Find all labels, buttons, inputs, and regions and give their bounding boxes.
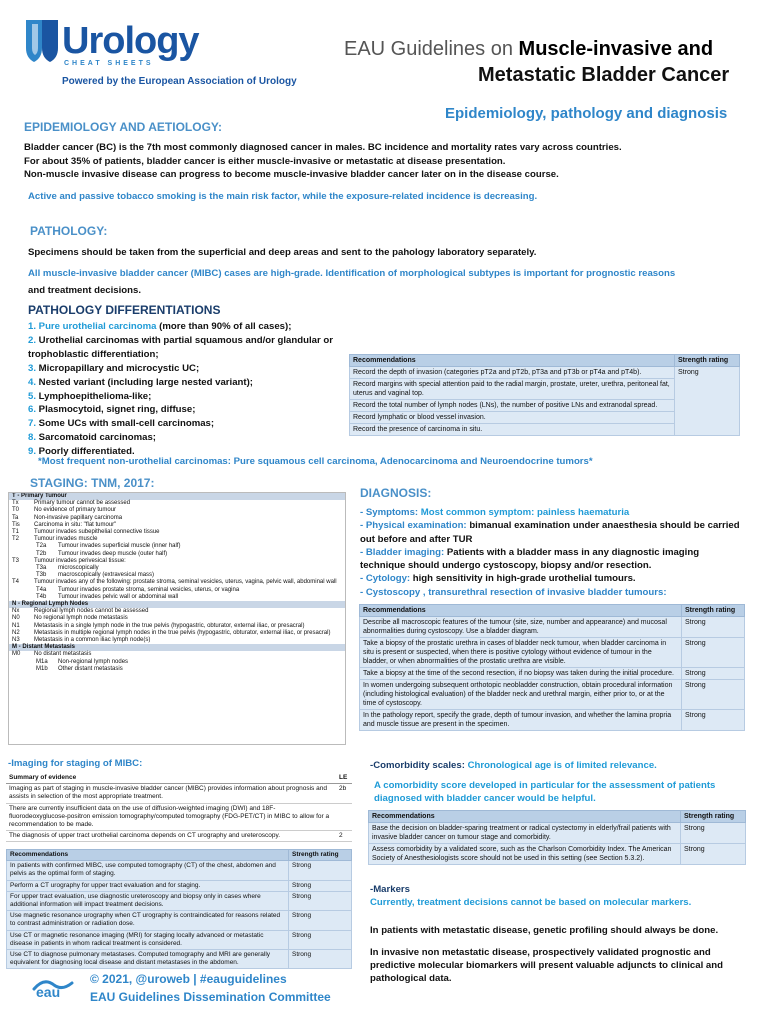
strength-cell: Strong (682, 710, 745, 731)
diff-extra: (more than 90% of all cases); (156, 321, 292, 332)
table-header-strength: Strength rating (675, 355, 740, 367)
tnm-row (9, 551, 345, 558)
pathology-footnote: *Most frequent non-urothelial carcinomas: Pure squamous cell carcinoma, Adenocarcinoma and Neuroendocrine tumors* (38, 456, 593, 467)
evidence-cell: There are currently insufficient data on the use of diffusion-weighted imaging (DWI) and 18F-fluorodeoxyglucose-positron emission tomography/computed tomography (FDG-PET/CT) in MIBC to allow for a recommendation to be made. (6, 803, 336, 831)
tnm-row (9, 572, 345, 579)
tnm-desc: Tumour invades muscle (34, 536, 98, 543)
diff-number: 1. (28, 321, 39, 332)
le-cell (336, 803, 352, 831)
footer-copyright: © 2021, @uroweb | #eauguidelines (90, 972, 287, 986)
pathology-diff-heading: PATHOLOGY DIFFERENTIATIONS (28, 303, 221, 317)
smoking-risk: Active and passive tobacco smoking is the main risk factor, while the exposure-related incidence is decreasing. (28, 191, 538, 202)
logo-wordmark: Urology (62, 20, 199, 62)
table-header-recommendations: Recommendations (360, 605, 682, 617)
diff-number: 2. (28, 334, 39, 346)
tnm-code: T4a (36, 586, 47, 593)
tnm-t-header: T - Primary Tumour (9, 493, 345, 500)
markers-p2: In invasive non metastatic disease, prospectively validated prognostic and predictive molecular biomarkers will present valuable adjuncts to clinical and pathological data. (370, 947, 723, 984)
recommendation-cell: In women undergoing subsequent orthotopic neobladder construction, obtain procedural information (including histological evaluation) of the bladder neck and urethral margin, either prior to, or at the time of cystoscopy. (360, 680, 682, 710)
diff-text: Sarcomatoid carcinomas; (38, 432, 156, 444)
tnm-desc: Carcinoma in situ: "flat tumour" (34, 521, 117, 528)
diff-text: Plasmocytoid, signet ring, diffuse; (38, 404, 196, 416)
tnm-m-header: M - Distant Metastasis (9, 644, 345, 651)
strength-cell: Strong (289, 930, 352, 949)
tnm-code: Tx (12, 500, 19, 507)
tnm-code: Tis (12, 521, 20, 528)
powered-by: Powered by the European Association of Urology (62, 76, 297, 87)
page-subtitle: Epidemiology, pathology and diagnosis (445, 105, 728, 122)
diff-number: 6. (28, 404, 39, 416)
tnm-row (9, 587, 345, 594)
recommendation-cell: Base the decision on bladder-sparing treatment or radical cystectomy in elderly/frail patients with invasive bladder cancer on tumour stage and comorbidity. (369, 823, 681, 844)
pathology-p1: Specimens should be taken from the superficial and deep areas and sent to the pahology laboratory separately. (28, 247, 537, 258)
tnm-desc: Other distant metastasis (58, 665, 123, 672)
tnm-desc: Tumour invades perivesical tissue: (34, 557, 126, 564)
markers-p1: In patients with metastatic disease, genetic profiling should always be done. (370, 925, 719, 936)
tnm-desc: Metastasis in a common iliac lymph node(s) (34, 637, 151, 644)
epi-p1: Bladder cancer (BC) is the 7th most commonly diagnosed cancer in males. BC incidence and mortality rates vary across countries. (24, 142, 622, 153)
imaging-evidence-table (6, 773, 352, 842)
table-row (350, 367, 740, 379)
tnm-desc: Metastasis in a single lymph node in the true pelvis (hypogastric, obturator, external iliac, or presacral) (34, 622, 305, 629)
tnm-desc: Tumour invades pelvic wall or abdominal wall (58, 593, 179, 600)
tnm-row (9, 558, 345, 565)
strength-cell: Strong (289, 950, 352, 969)
tnm-row (9, 507, 345, 514)
strength-cell: Strong (681, 823, 746, 844)
staging-heading: STAGING: TNM, 2017: (30, 476, 155, 490)
le-header: LE (336, 773, 352, 784)
tnm-row (9, 522, 345, 529)
tnm-row (9, 515, 345, 522)
table-header-strength: Strength rating (682, 605, 745, 617)
diff-number: 8. (28, 432, 39, 444)
tnm-desc: Primary tumour cannot be assessed (34, 500, 131, 507)
strength-cell: Strong (289, 891, 352, 910)
diff-list-item (28, 417, 348, 431)
tnm-desc: Metastasis in multiple regional lymph nodes in the true pelvis (hypogastric, obturator, external iliac, or presacral) (34, 629, 331, 636)
recommendation-cell: In the pathology report, specify the grade, depth of tumour invasion, and whether the lamina propria and muscle tissue are present in the specimen. (360, 710, 682, 731)
strength-cell: Strong (675, 367, 740, 436)
table-row (6, 803, 352, 831)
table-row (7, 911, 352, 930)
table-header-strength: Strength rating (289, 850, 352, 861)
tnm-code: N1 (12, 622, 20, 629)
tnm-code: T1 (12, 529, 20, 536)
diff-text: Poorly differentiated. (38, 446, 135, 458)
diagnosis-heading: DIAGNOSIS: (360, 486, 432, 500)
tnm-code: M1a (36, 658, 48, 665)
recommendation-cell: In patients with confirmed MIBC, use computed tomography (CT) of the chest, abdomen and pelvis as the optimal form of staging. (7, 861, 289, 880)
strength-cell: Strong (682, 638, 745, 668)
comorbidity-heading: -Comorbidity scales: Chronological age is of limited relevance. (370, 760, 657, 771)
pathology-heading: PATHOLOGY: (30, 224, 108, 238)
tnm-code: T3a (36, 565, 47, 572)
diff-list-item (28, 320, 348, 334)
tnm-desc: macroscopically (extravesical mass) (58, 572, 155, 579)
tnm-desc: No regional lymph node metastasis (34, 615, 128, 622)
epidemiology-text (24, 141, 749, 182)
tnm-desc: Tumour invades any of the following: prostate stroma, seminal vesicles, uterus, vagina, pelvic wall, abdominal wall (34, 579, 337, 586)
tnm-desc: Regional lymph nodes cannot be assessed (34, 608, 149, 615)
tnm-code: T3 (12, 557, 20, 564)
diff-text: Lymphoepithelioma-like; (38, 390, 152, 402)
tnm-code: N0 (12, 615, 20, 622)
diag-exam: - Physical examination: bimanual examination under anaesthesia should be carried out before and after TUR (360, 520, 740, 545)
diag-symptoms: - Symptoms: Most common symptom: painless haematuria (360, 507, 630, 518)
tnm-code: T2 (12, 536, 20, 543)
tnm-code: T4 (12, 579, 20, 586)
table-header-strength: Strength rating (681, 811, 746, 823)
page-title (344, 38, 713, 61)
table-row (369, 844, 746, 865)
diag-imaging: - Bladder imaging: Patients with a bladder mass in any diagnostic imaging technique should undergo cystoscopy, biopsy and/or resection. (360, 546, 700, 572)
evidence-cell: Imaging as part of staging in muscle-invasive bladder cancer (MIBC) provides information about prognosis and assists in selection of the most appropriate treatment. (6, 784, 336, 803)
tnm-desc: microscopically (58, 565, 99, 572)
table-row (6, 831, 352, 842)
strength-cell: Strong (289, 911, 352, 930)
epi-p2: For about 35% of patients, bladder cancer is either muscle-invasive or metastatic at disease presentation. (24, 155, 506, 167)
evidence-cell: The diagnosis of upper tract urothelial carcinoma depends on CT urography and ureteroscopy. (6, 831, 336, 842)
comorbidity-text: A comorbidity score developed in particular for the assessment of patients diagnosed with bladder cancer would be helpful. (374, 780, 716, 805)
strength-cell: Strong (682, 680, 745, 710)
imaging-recommendations-table (6, 849, 352, 969)
tnm-code: T2a (36, 543, 47, 550)
pathology-p2 (28, 265, 748, 299)
tnm-code: T2b (36, 550, 47, 557)
table-row (360, 710, 745, 731)
strength-cell: Strong (681, 844, 746, 865)
tnm-row (9, 615, 345, 622)
tnm-code: T3b (36, 572, 47, 579)
table-header-recommendations: Recommendations (369, 811, 681, 823)
diff-number: 3. (28, 362, 39, 374)
le-cell: 2 (336, 831, 352, 842)
tnm-desc: Tumour invades prostate stroma, seminal vesicles, uterus, or vagina (58, 586, 240, 593)
recommendation-cell: Record the total number of lymph nodes (LNs), the number of positive LNs and extranodal spread. (350, 400, 675, 412)
tnm-row (9, 659, 345, 666)
tnm-code: M1b (36, 665, 48, 672)
recommendation-cell: Describe all macroscopic features of the tumour (site, size, number and appearance) and mucosal abnormalities during cystoscopy. Use a bladder diagram. (360, 617, 682, 638)
tnm-code: T4b (36, 593, 47, 600)
tnm-row (9, 608, 345, 615)
tnm-code: Ta (12, 514, 19, 521)
diag-cystoscopy: - Cystoscopy , transurethral resection of invasive bladder tumours: (360, 586, 667, 598)
tnm-code: T0 (12, 507, 20, 514)
table-row (360, 638, 745, 668)
diff-number: 5. (28, 390, 39, 402)
table-header-recommendations: Recommendations (7, 850, 289, 861)
diff-list-item (28, 390, 348, 404)
title-prefix: EAU Guidelines on (344, 38, 519, 60)
eau-logo-icon (32, 975, 82, 999)
tnm-code: M0 (12, 651, 21, 658)
diff-text: Micropapillary and microcystic UC; (38, 362, 200, 374)
pathology-diff-list (28, 320, 348, 459)
table-header-recommendations: Recommendations (350, 355, 675, 367)
tnm-desc: Non-invasive papillary carcinoma (34, 514, 123, 521)
tnm-row (9, 594, 345, 601)
diff-list-item (28, 362, 348, 376)
epidemiology-heading: EPIDEMIOLOGY AND AETIOLOGY: (24, 120, 223, 134)
table-row (360, 680, 745, 710)
strength-cell: Strong (682, 668, 745, 680)
imaging-heading: -Imaging for staging of MIBC: (8, 758, 143, 769)
diff-text: Nested variant (including large nested variant); (38, 376, 253, 388)
pathology-recommendations-table (349, 354, 740, 436)
tnm-row (9, 630, 345, 637)
tnm-desc: No distant metastasis (34, 651, 92, 658)
tnm-row (9, 666, 345, 673)
strength-cell: Strong (682, 617, 745, 638)
markers-text: Currently, treatment decisions cannot be based on molecular markers. (370, 897, 692, 908)
recommendation-cell: Record lymphatic or blood vessel invasion. (350, 412, 675, 424)
tnm-code: N2 (12, 629, 20, 636)
tnm-row (9, 651, 345, 658)
le-cell: 2b (336, 784, 352, 803)
tnm-row (9, 579, 345, 586)
diff-number: 9. (28, 446, 39, 458)
table-row (369, 823, 746, 844)
table-row (7, 891, 352, 910)
eau-logo-text: eau (36, 984, 61, 999)
tnm-row (9, 623, 345, 630)
tnm-desc: No evidence of primary tumour (34, 507, 117, 514)
diff-list-item (28, 334, 348, 362)
recommendation-cell: Assess comorbidity by a validated score, such as the Charlson Comorbidity Index. The American Society of Anesthesiologists score should not be used in this setting (see Section 5.3.2). (369, 844, 681, 865)
tnm-desc: Tumour invades superficial muscle (inner half) (58, 543, 181, 550)
tnm-desc: Tumour invades subepithelial connective tissue (34, 529, 160, 536)
diagnosis-recommendations-table (359, 604, 745, 731)
table-row (360, 668, 745, 680)
tnm-row (9, 565, 345, 572)
diff-list-item (28, 403, 348, 417)
tnm-desc: Non-regional lymph nodes (58, 658, 129, 665)
urology-logo-icon (24, 18, 60, 64)
tnm-code: N3 (12, 637, 20, 644)
markers-heading: -Markers (370, 884, 410, 895)
evidence-header: Summary of evidence (6, 773, 336, 784)
diag-cytology: - Cytology: high sensitivity in high-grade urothelial tumours. (360, 573, 636, 585)
comorbidity-recommendations-table (368, 810, 746, 865)
strength-cell: Strong (289, 880, 352, 891)
tnm-row (9, 637, 345, 644)
tnm-row (9, 543, 345, 550)
recommendation-cell: Take a biopsy of the prostatic urethra in cases of bladder neck tumour, when bladder carcinoma in situ is present or suspected, when there is positive cytology without evidence of tumour in the bladder, or when abnormalities of the prostatic urethra are visible. (360, 638, 682, 668)
tnm-row (9, 536, 345, 543)
table-row (7, 861, 352, 880)
page-title-line2: Metastatic Bladder Cancer (478, 64, 730, 86)
tnm-row (9, 500, 345, 507)
strength-cell: Strong (289, 861, 352, 880)
recommendation-cell: Use CT to diagnose pulmonary metastases. Computed tomography and MRI are generally equivalent for diagnosing local disease and distant metastases in the abdomen. (7, 950, 289, 969)
table-row (7, 880, 352, 891)
recommendation-cell: Take a biopsy at the time of the second resection, if no biopsy was taken during the initial procedure. (360, 668, 682, 680)
recommendation-cell: Record margins with special attention paid to the radial margin, prostate, ureter, urethra, peritoneal fat, uterus and vaginal top. (350, 379, 675, 400)
diagnosis-text (360, 506, 745, 599)
recommendation-cell: For upper tract evaluation, use diagnostic ureteroscopy and biopsy only in cases where additional information will impact treatment decisions. (7, 891, 289, 910)
diff-text: Pure urothelial carcinoma (38, 321, 157, 332)
pathology-p2a: All muscle-invasive bladder cancer (MIBC) cases are high-grade. Identification of morphological subtypes is important for prognostic reasons (28, 268, 676, 279)
tnm-code: Nx (12, 608, 20, 615)
pathology-p2b: and treatment decisions. (28, 285, 142, 296)
logo-subtitle: CHEAT SHEETS (64, 60, 154, 67)
table-row (7, 930, 352, 949)
table-row (7, 950, 352, 969)
tnm-desc: Tumour invades deep muscle (outer half) (58, 550, 168, 557)
diff-number: 4. (28, 376, 39, 388)
epi-p3: Non-muscle invasive disease can progress to become muscle-invasive bladder cancer later on in the disease course. (24, 169, 559, 180)
table-row (360, 617, 745, 638)
recommendation-cell: Use CT or magnetic resonance imaging (MRI) for staging locally advanced or metastatic disease in patients in whom radical treatment is considered. (7, 930, 289, 949)
table-row (6, 784, 352, 803)
title-bold: Muscle-invasive and (518, 38, 714, 60)
recommendation-cell: Perform a CT urography for upper tract evaluation and for staging. (7, 880, 289, 891)
diff-number: 7. (28, 418, 39, 430)
footer-committee: EAU Guidelines Dissemination Committee (90, 990, 331, 1004)
diff-list-item (28, 376, 348, 390)
diff-list-item (28, 431, 348, 445)
tnm-row (9, 529, 345, 536)
diff-text: Urothelial carcinomas with partial squamous and/or glandular or trophoblastic differentiation; (28, 334, 333, 360)
recommendation-cell: Record the depth of invasion (categories pT2a and pT2b, pT3a and pT3b or pT4a and pT4b). (350, 367, 675, 379)
recommendation-cell: Use magnetic resonance urography when CT urography is contraindicated for reasons related to contrast administration or radiation dose. (7, 911, 289, 930)
diff-text: Some UCs with small-cell carcinomas; (38, 418, 215, 430)
tnm-table (8, 492, 346, 745)
recommendation-cell: Record the presence of carcinoma in situ. (350, 424, 675, 436)
tnm-n-header: N - Regional Lymph Nodes (9, 601, 345, 608)
